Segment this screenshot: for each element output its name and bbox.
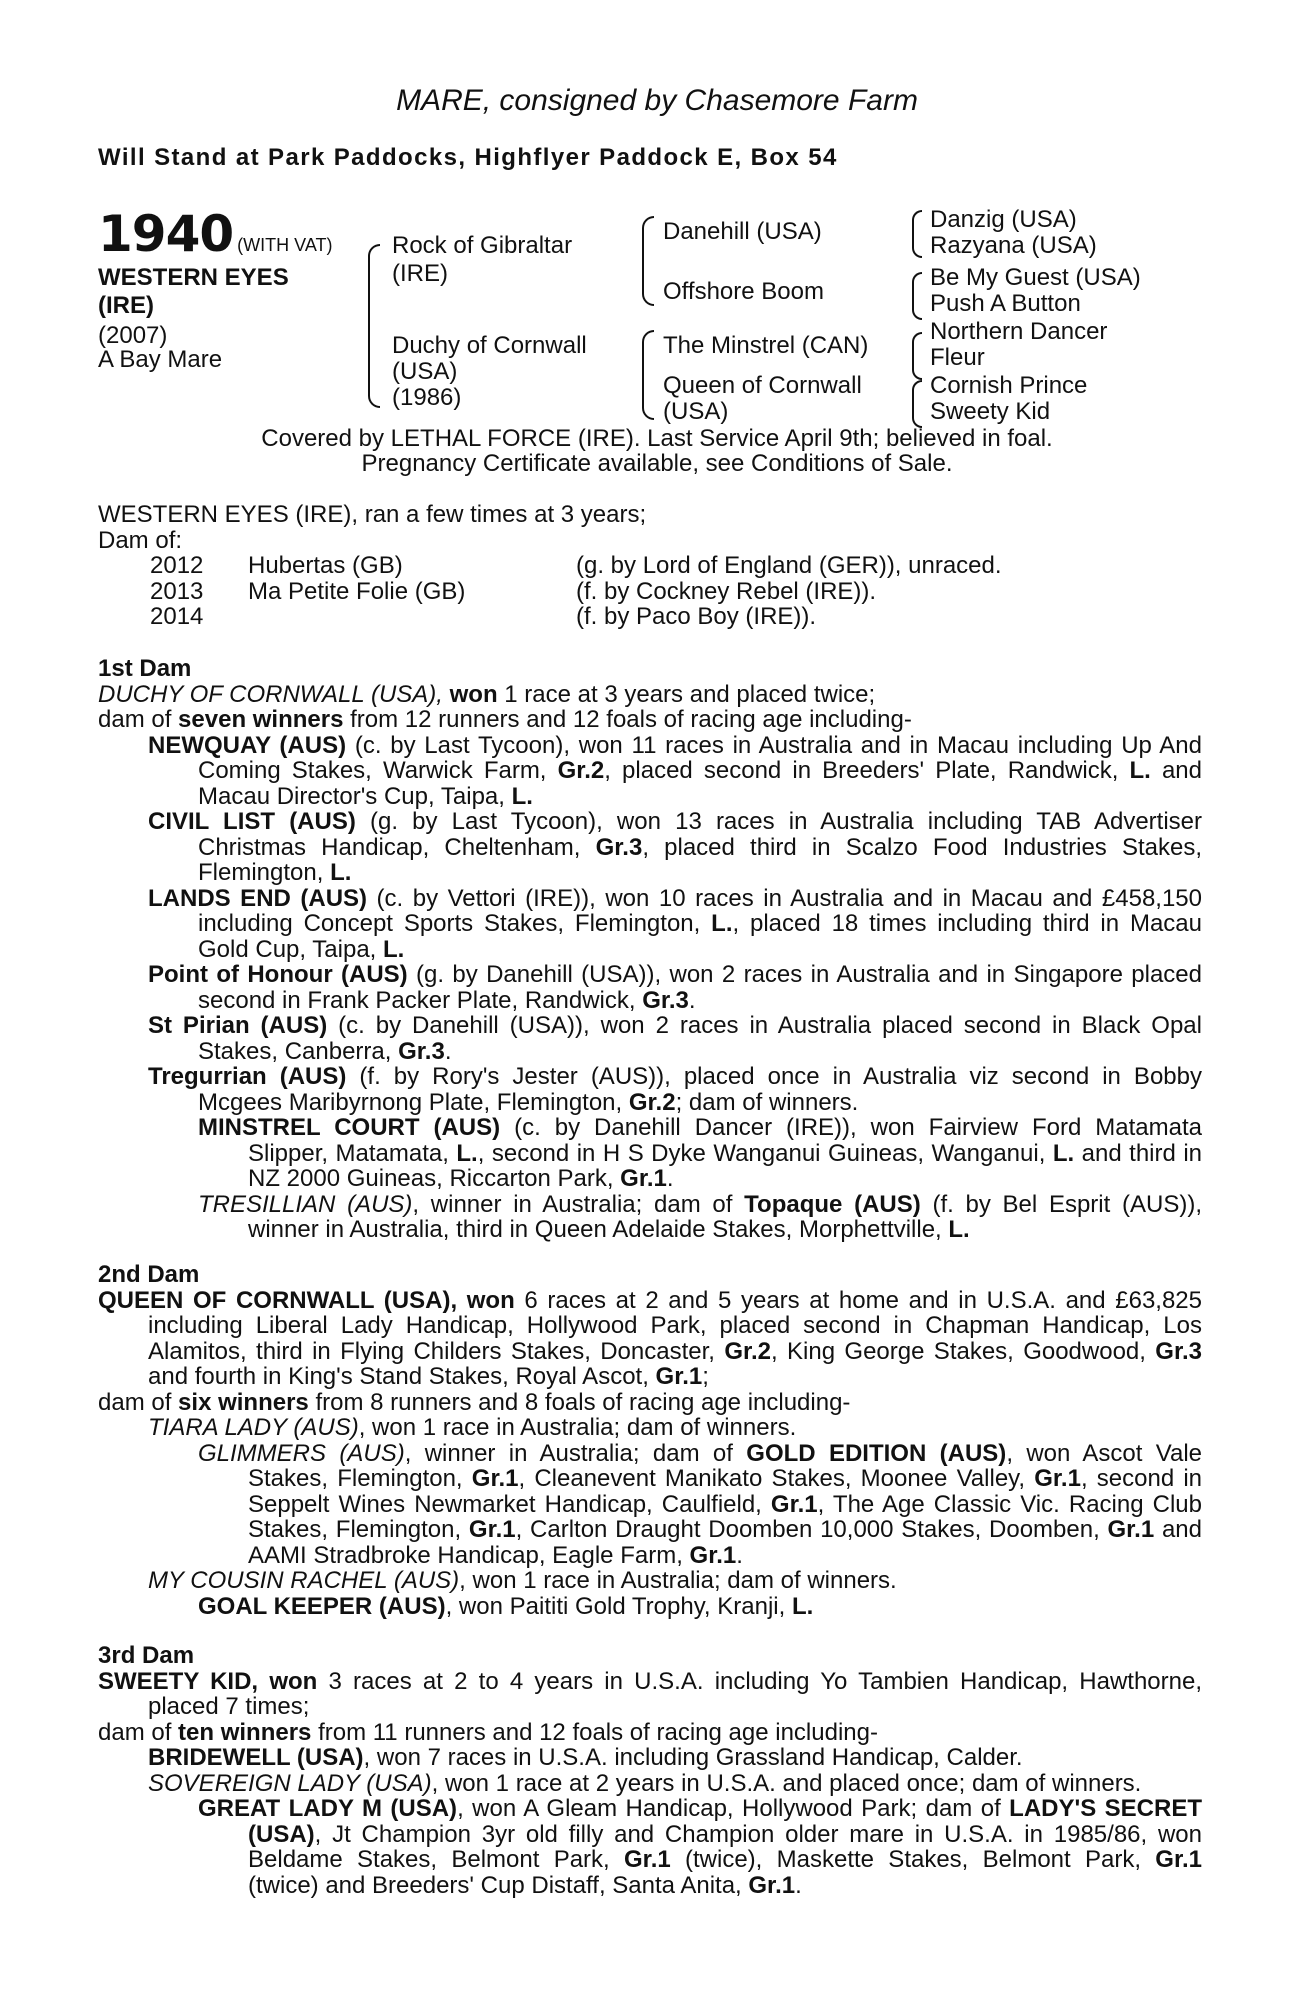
dam-sire-dam: Fleur: [930, 344, 985, 371]
dam-parents-bracket: [642, 330, 654, 420]
dam-record: DUCHY OF CORNWALL (USA), won 1 race at 3 years and placed twice;: [98, 680, 876, 708]
progeny-entry: St Pirian (AUS) (c. by Danehill (USA)), won 2 races in Australia placed second in Black Opal Stakes, Canberra, Gr.3.: [148, 1012, 1202, 1065]
produce-name: Hubertas (GB): [248, 552, 403, 579]
progeny-entry: CIVIL LIST (AUS) (g. by Last Tycoon), won 13 races in Australia including TAB Advertiser Christmas Handicap, Cheltenham, Gr.3, placed third in Scalzo Food Industries Stakes, Flemington, L.: [148, 808, 1203, 886]
produce-note: (f. by Paco Boy (IRE)).: [576, 603, 817, 630]
lot-number: 1940: [98, 205, 234, 263]
section-heading: 2nd Dam: [98, 1261, 200, 1288]
dam-dam-sire: Cornish Prince: [930, 372, 1088, 399]
dam-dam-dam: Sweety Kid: [930, 398, 1051, 425]
produce-section: [98, 502, 1202, 630]
vat-note: (WITH VAT): [237, 235, 333, 255]
dam-sire: The Minstrel (CAN): [663, 332, 869, 359]
horse-name: [98, 264, 338, 320]
produce-year: 2013: [150, 577, 204, 605]
progeny-entry: Tregurrian (AUS) (f. by Rory's Jester (AUS)), placed once in Australia viz second in Bobby Mcgees Maribyrnong Plate, Flemington, Gr.2; dam of winners.: [148, 1063, 1202, 1116]
produce-name: [248, 604, 576, 630]
progeny-entry: TIARA LADY (AUS), won 1 race in Australia; dam of winners.: [148, 1414, 797, 1441]
lot-heading: [98, 205, 332, 263]
progeny-entry: GOAL KEEPER (AUS), won Paititi Gold Trophy, Kranji, L.: [198, 1592, 814, 1620]
produce-year: 2014: [150, 603, 204, 630]
foaling-year: (2007): [98, 322, 168, 349]
produce-year: 2012: [150, 552, 204, 579]
progeny-entry: BRIDEWELL (USA), won 7 races in U.S.A. including Grassland Handicap, Calder.: [148, 1744, 1023, 1771]
sire-sire: Danehill (USA): [663, 218, 822, 245]
progeny-entry: MY COUSIN RACHEL (AUS), won 1 race in Australia; dam of winners.: [148, 1567, 897, 1594]
sire-sire-dam: Razyana (USA): [930, 232, 1097, 259]
sire-name: Rock of Gibraltar: [392, 232, 573, 259]
produce-table: [150, 553, 1002, 630]
dam-dam-country: (USA): [663, 398, 729, 425]
page-title: MARE, consigned by Chasemore Farm: [396, 84, 918, 117]
produce-name: Ma Petite Folie (GB): [248, 577, 466, 605]
dam-name: DUCHY OF CORNWALL (USA),: [98, 680, 443, 708]
produce-row: [150, 604, 1002, 630]
section-heading: 1st Dam: [98, 655, 192, 682]
third-dam-section: [98, 1643, 1202, 1898]
dam-year: (1986): [392, 384, 462, 411]
dam-sire-sire: Northern Dancer: [930, 318, 1108, 345]
progeny-entry: NEWQUAY (AUS) (c. by Last Tycoon), won 11 races in Australia and in Macau including Up And Coming Stakes, Warwick Farm, Gr.2, placed second in Breeders' Plate, Randwick, L. and Macau Director's Cup, Taipa, L.: [148, 731, 1202, 810]
g3-bracket-1: [912, 210, 922, 258]
dam-of-line: dam of ten winners from 11 runners and 12 foals of racing age including-: [98, 1718, 878, 1746]
first-dam-section: [98, 656, 1202, 1243]
covered-line: Covered by LETHAL FORCE (IRE). Last Service April 9th; believed in foal.: [261, 425, 1053, 452]
sire-dam: Offshore Boom: [663, 278, 824, 305]
sire-dam-bracket: [368, 244, 380, 408]
produce-note: (g. by Lord of England (GER)), unraced.: [576, 552, 1002, 579]
horse-description: A Bay Mare: [98, 346, 223, 373]
sire-dam-dam: Push A Button: [930, 290, 1081, 317]
sire-sire-sire: Danzig (USA): [930, 206, 1077, 233]
progeny-entry: TRESILLIAN (AUS), winner in Australia; dam of Topaque (AUS) (f. by Bel Esprit (AUS)), winner in Australia, third in Queen Adelaide Stakes, Morphettville, L.: [198, 1190, 1202, 1243]
horse-name-line1: WESTERN EYES: [98, 264, 289, 291]
progeny-entry: LANDS END (AUS) (c. by Vettori (IRE)), won 10 races in Australia and in Macau and £458,150 including Concept Sports Stakes, Flemington, L., placed 18 times including third in Macau Gold Cup, Taipa, L.: [148, 884, 1203, 963]
produce-intro: WESTERN EYES (IRE), ran a few times at 3 years;: [98, 501, 647, 528]
dam-name: SWEETY KID,: [98, 1667, 259, 1695]
progeny-entry: GREAT LADY M (USA), won A Gleam Handicap, Hollywood Park; dam of LADY'S SECRET (USA), Jt Champion 3yr old filly and Champion older mare in U.S.A. in 1985/86, won Beldame Stakes, Belmont Park, Gr.1 (twice), Maskette Stakes, Belmont Park, Gr.1 (twice) and Breeders' Cup Distaff, Santa Anita, Gr.1.: [198, 1795, 1202, 1899]
progeny-entry: GLIMMERS (AUS), winner in Australia; dam of GOLD EDITION (AUS), won Ascot Vale Stakes, Flemington, Gr.1, Cleanevent Manikato Stakes, Moonee Valley, Gr.1, second in Seppelt Wines Newmarket Handicap, Caulfield, Gr.1, The Age Classic Vic. Racing Club Stakes, Flemington, Gr.1, Carlton Draught Doomben 10,000 Stakes, Doomben, Gr.1 and AAMI Stradbroke Handicap, Eagle Farm, Gr.1.: [198, 1439, 1203, 1569]
progeny-entry: Point of Honour (AUS) (g. by Danehill (USA)), won 2 races in Australia and in Singapore placed second in Frank Packer Plate, Randwick, Gr.3.: [148, 961, 1202, 1014]
pregnancy-line: Pregnancy Certificate available, see Conditions of Sale.: [361, 450, 953, 477]
dam-name: QUEEN OF CORNWALL (USA),: [98, 1286, 458, 1314]
sire-country: (IRE): [392, 260, 448, 287]
g3-bracket-3: [912, 332, 922, 380]
progeny-entry: SOVEREIGN LADY (USA), won 1 race at 2 years in U.S.A. and placed once; dam of winners.: [148, 1769, 1142, 1797]
g3-bracket-4: [912, 380, 922, 428]
dam-of-label: Dam of:: [98, 526, 183, 554]
dam-of-line: dam of seven winners from 12 runners and 12 foals of racing age including-: [98, 706, 912, 733]
covering-note: [0, 426, 1314, 476]
dam-dam: Queen of Cornwall: [663, 372, 862, 399]
produce-row: [150, 553, 1002, 579]
progeny-entry: MINSTREL COURT (AUS) (c. by Danehill Dancer (IRE)), won Fairview Ford Matamata Slipper, Matamata, L., second in H S Dyke Wanganui Guineas, Wanganui, L. and third in NZ 2000 Guineas, Riccarton Park, Gr.1.: [198, 1114, 1203, 1192]
horse-name-line2: (IRE): [98, 292, 154, 319]
dam-country: (USA): [392, 358, 458, 385]
produce-note: (f. by Cockney Rebel (IRE)).: [576, 577, 877, 605]
produce-row: [150, 579, 1002, 605]
second-dam-section: [98, 1262, 1202, 1619]
stand-location: Will Stand at Park Paddocks, Highflyer Paddock E, Box 54: [98, 144, 838, 171]
sire-parents-bracket: [642, 216, 654, 306]
dam-record: SWEETY KID, won 3 races at 2 to 4 years in U.S.A. including Yo Tambien Handicap, Hawthorne, placed 7 times;: [98, 1667, 1203, 1720]
dam-name: Duchy of Cornwall: [392, 332, 587, 359]
sire-dam-sire: Be My Guest (USA): [930, 264, 1141, 291]
dam-record: QUEEN OF CORNWALL (USA), won 6 races at 2 and 5 years at home and in U.S.A. and £63,825 including Liberal Lady Handicap, Hollywood Park, placed second in Chapman Handicap, Los Alamitos, third in Flying Childers Stakes, Doncaster, Gr.2, King George Stakes, Goodwood, Gr.3 and fourth in King's Stand Stakes, Royal Ascot, Gr.1;: [98, 1286, 1203, 1390]
section-heading: 3rd Dam: [98, 1642, 195, 1669]
dam-of-line: dam of six winners from 8 runners and 8 foals of racing age including-: [98, 1388, 851, 1416]
g3-bracket-2: [912, 272, 922, 320]
